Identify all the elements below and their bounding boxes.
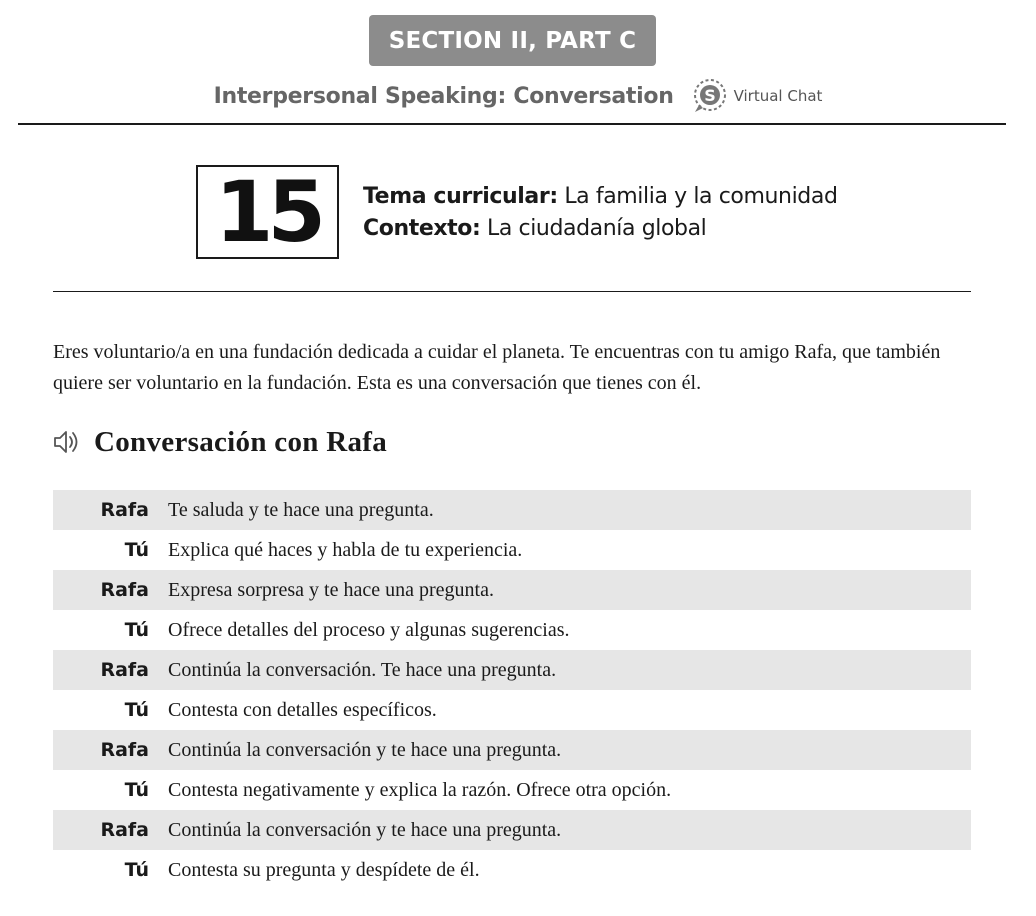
action-text: Continúa la conversación. Te hace una pregunta. bbox=[168, 658, 557, 681]
speaker-label: Tú bbox=[124, 779, 149, 801]
speaker-label: Tú bbox=[124, 699, 149, 721]
action-text: Continúa la conversación y te hace una pregunta. bbox=[168, 818, 562, 841]
dialogue-row bbox=[53, 530, 971, 570]
action-text: Expresa sorpresa y te hace una pregunta. bbox=[168, 578, 494, 601]
speaker-label: Rafa bbox=[100, 499, 149, 521]
dialogue-row bbox=[53, 650, 971, 690]
speaker-label: Tú bbox=[124, 859, 149, 881]
speaker-label: Tú bbox=[124, 539, 149, 561]
tema-line bbox=[363, 181, 838, 213]
dialogue-row bbox=[53, 690, 971, 730]
conversation-heading bbox=[52, 420, 387, 464]
virtual-chat-label[interactable]: Virtual Chat bbox=[733, 87, 823, 105]
dialogue-row bbox=[53, 850, 971, 890]
action-text: Te saluda y te hace una pregunta. bbox=[168, 498, 434, 521]
dialogue-table bbox=[53, 490, 971, 890]
action-text: Contesta con detalles específicos. bbox=[168, 698, 437, 721]
contexto-value: La ciudadanía global bbox=[486, 216, 707, 241]
dialogue-row bbox=[53, 730, 971, 770]
section-badge: SECTION II, PART C bbox=[369, 15, 656, 66]
contexto-label: Contexto: bbox=[363, 216, 481, 241]
theme-divider bbox=[53, 291, 971, 292]
header-divider bbox=[18, 123, 1006, 125]
dialogue-row bbox=[53, 570, 971, 610]
dialogue-row bbox=[53, 770, 971, 810]
dialogue-row bbox=[53, 810, 971, 850]
action-text: Ofrece detalles del proceso y algunas sugerencias. bbox=[168, 618, 570, 641]
speaker-label: Rafa bbox=[100, 739, 149, 761]
speaker-label: Rafa bbox=[100, 819, 149, 841]
speaker-label: Tú bbox=[124, 619, 149, 641]
dialogue-row bbox=[53, 610, 971, 650]
action-text: Explica qué haces y habla de tu experiencia. bbox=[168, 538, 523, 561]
tema-value: La familia y la comunidad bbox=[564, 184, 838, 209]
conversation-title: Conversación con Rafa bbox=[94, 425, 388, 458]
speaker-icon[interactable] bbox=[52, 427, 84, 457]
intro-paragraph: Eres voluntario/a en una fundación dedicada a cuidar el planeta. Te encuentras con tu amigo Rafa, que también quiere ser voluntario en la fundación. Esta es una conversación que tienes con él. bbox=[53, 341, 941, 394]
subtitle-row bbox=[0, 74, 1036, 118]
svg-text:S: S bbox=[703, 86, 716, 105]
page-subtitle: Interpersonal Speaking: Conversation bbox=[213, 83, 674, 109]
speaker-label: Rafa bbox=[100, 659, 149, 681]
dialogue-row bbox=[53, 490, 971, 530]
virtual-chat-icon[interactable] bbox=[692, 78, 728, 114]
task-number: 15 bbox=[196, 165, 339, 259]
tema-label: Tema curricular: bbox=[363, 184, 558, 209]
contexto-line bbox=[363, 213, 838, 245]
speaker-label: Rafa bbox=[100, 579, 149, 601]
action-text: Contesta negativamente y explica la razón. Ofrece otra opción. bbox=[168, 778, 672, 801]
action-text: Contesta su pregunta y despídete de él. bbox=[168, 858, 480, 881]
task-theme bbox=[363, 181, 838, 245]
action-text: Continúa la conversación y te hace una pregunta. bbox=[168, 738, 562, 761]
